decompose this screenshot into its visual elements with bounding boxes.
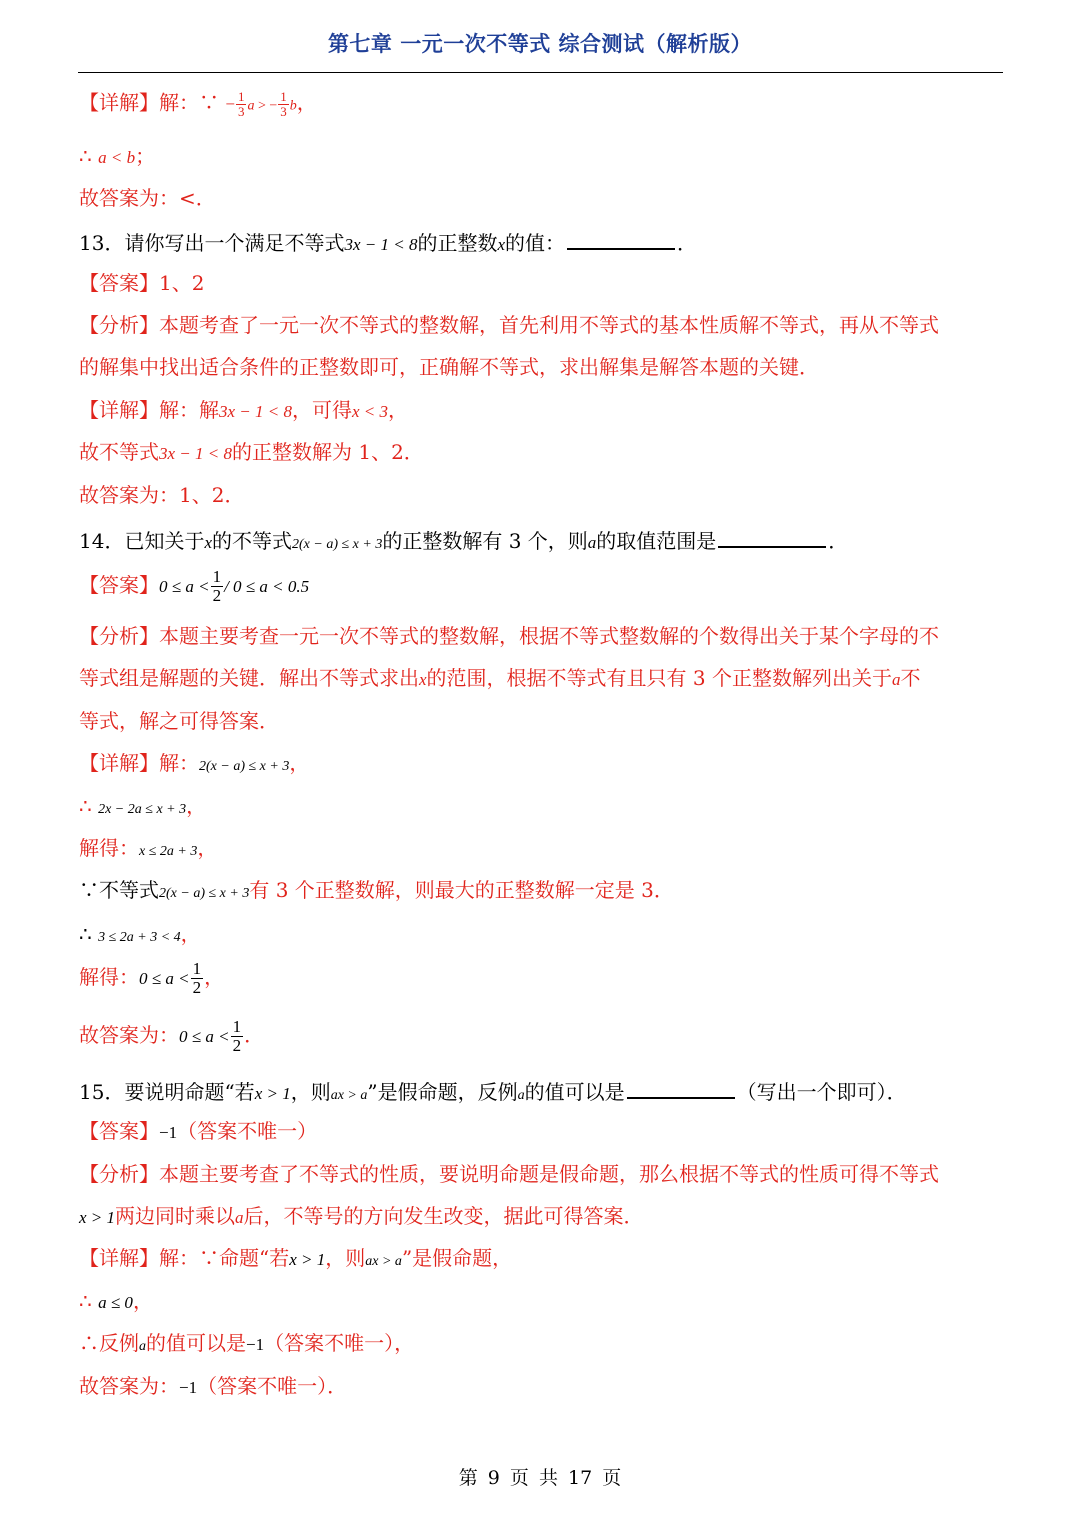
math-expression: ax > a	[330, 1088, 368, 1103]
q15-analysis-line-2	[79, 1206, 1009, 1226]
q13-question	[79, 230, 1009, 253]
math-expression: 3x − 1 < 8	[159, 444, 232, 463]
header-divider	[78, 72, 1003, 73]
answer-note: （答案不唯一）	[177, 1119, 318, 1143]
question-text: 的不等式	[212, 529, 292, 553]
answer-blank	[567, 230, 675, 250]
variable-b: b	[289, 98, 297, 114]
detail-label: 【详解】解：∵命题“若	[79, 1246, 290, 1270]
math-expression: a < b	[98, 148, 136, 167]
variable-a: a	[247, 98, 255, 114]
answer-label: 【答案】	[79, 1119, 159, 1143]
q14-step-3	[79, 880, 1009, 901]
math-expression: 3x − 1 < 8	[344, 235, 418, 254]
math-expression: 3 ≤ 2a + 3 < 4	[98, 930, 181, 945]
minus-sign: −	[225, 94, 235, 114]
q12-detail-line	[79, 90, 1009, 118]
analysis-text: 后，不等号的方向发生改变，据此可得答案．	[243, 1204, 644, 1228]
detail-text: 故不等式	[79, 440, 159, 464]
final-label: 故答案为：	[79, 1374, 179, 1398]
q12-final-answer: 故答案为：<．	[79, 186, 216, 210]
detail-text: 解得：	[79, 836, 139, 860]
detail-text: 解得：	[79, 964, 139, 989]
math-expression: 0 ≤ a <	[139, 968, 190, 988]
variable-a: a	[587, 533, 597, 552]
math-expression: 0 ≤ a <	[179, 1026, 230, 1046]
q14-detail-line	[79, 753, 1009, 774]
detail-label: 【详解】解：	[79, 751, 199, 775]
math-expression: x > 1	[254, 1084, 291, 1103]
answer-blank	[718, 528, 826, 548]
math-expression: 0 ≤ a <	[159, 576, 210, 596]
math-expression: −1	[246, 1335, 265, 1354]
variable-a: a	[517, 1088, 525, 1103]
detail-text: ∴反例	[79, 1331, 139, 1355]
q14-answer	[79, 568, 1009, 605]
question-text: ，则	[290, 1080, 331, 1104]
math-expression: 2x − 2a ≤ x + 3	[98, 802, 187, 817]
detail-text: 的值可以是	[146, 1331, 246, 1355]
fraction-one-third: $\frac{1}{3}$	[280, 89, 287, 119]
question-text: 15．要说明命题“若	[79, 1080, 255, 1104]
because-symbol: ∵	[199, 90, 219, 115]
variable-x: x	[497, 235, 505, 254]
math-expression: x < 3	[352, 402, 389, 421]
q14-final-answer	[79, 1018, 1009, 1055]
detail-text: 的正整数解为 1、2．	[232, 440, 424, 464]
question-text: ”是假命题，反例	[367, 1080, 518, 1104]
q15-question	[79, 1079, 1009, 1103]
detail-label: 【详解】解：	[79, 90, 199, 115]
question-text: 的值可以是	[524, 1080, 625, 1104]
q14-question	[79, 528, 1009, 552]
math-expression: ax > a	[365, 1254, 402, 1269]
fraction-one-half: $\frac{1}{2}$	[212, 567, 222, 605]
comma: ，	[296, 90, 317, 115]
math-expression: 2(x − a) ≤ x + 3	[199, 759, 290, 774]
q14-analysis-line-2	[79, 668, 1009, 688]
q14-step-1	[79, 796, 1009, 817]
q14-step-2	[79, 838, 1009, 859]
variable-x: x	[204, 533, 212, 552]
question-text: 的取值范围是	[596, 529, 717, 553]
math-expression: a ≤ 0	[98, 1293, 133, 1312]
detail-text: ∵不等式	[79, 878, 159, 902]
comma: ，	[204, 964, 225, 989]
comma: ，	[289, 751, 310, 775]
q14-analysis-line-1: 【分析】本题主要考查一元一次不等式的整数解，根据不等式整数解的个数得出关于某个字母的不	[79, 624, 939, 648]
answer-blank	[627, 1079, 735, 1099]
therefore-symbol: ∴	[79, 1289, 99, 1313]
q14-analysis-line-3: 等式，解之可得答案．	[79, 709, 279, 733]
page-number-footer: 第 9 页 共 17 页	[458, 1467, 622, 1489]
math-expression: 3x − 1 < 8	[219, 402, 292, 421]
analysis-text: 的范围，根据不等式有且只有 3 个正整数解列出关于	[426, 666, 892, 690]
detail-label: 【详解】解：解	[79, 398, 219, 422]
final-label: 故答案为：	[79, 1022, 179, 1047]
math-expression: x > 1	[79, 1208, 116, 1227]
q12-step-line	[79, 146, 1009, 166]
q15-analysis-line-1: 【分析】本题主要考查了不等式的性质，要说明命题是假命题，那么根据不等式的性质可得不等式	[79, 1162, 939, 1186]
fraction-one-half: $\frac{1}{2}$	[192, 959, 202, 997]
math-expression: −1	[159, 1123, 178, 1142]
semicolon: ；	[135, 144, 156, 168]
math-expression: x > 1	[289, 1250, 326, 1269]
q15-step-2	[79, 1333, 1009, 1354]
therefore-symbol: ∴	[79, 922, 99, 946]
variable-a: a	[892, 670, 901, 689]
q15-step-1	[79, 1291, 1009, 1311]
period: ．	[677, 231, 697, 255]
q15-answer	[79, 1121, 1009, 1141]
question-text: 的正整数	[417, 231, 498, 255]
q13-detail-line	[79, 400, 1009, 420]
fraction-one-third: $\frac{1}{3}$	[237, 89, 245, 119]
q15-final-answer	[79, 1376, 1009, 1396]
question-text: 14．已知关于	[79, 529, 205, 553]
variable-a: a	[235, 1208, 244, 1227]
q13-analysis-line-2: 的解集中找出适合条件的正整数即可，正确解不等式，求出解集是解答本题的关键．	[79, 355, 819, 379]
question-text: 的值：	[505, 231, 565, 255]
q13-final-answer: 故答案为：1、2．	[79, 483, 245, 507]
variable-a: a	[139, 1339, 146, 1354]
q15-detail-line	[79, 1248, 1009, 1269]
detail-text: （答案不唯一），	[264, 1331, 415, 1355]
period: ．	[828, 529, 849, 553]
comma: ，	[186, 794, 207, 818]
math-expression: −1	[179, 1378, 198, 1397]
variable-x: x	[419, 670, 427, 689]
comma: ，	[132, 1289, 153, 1313]
answer-label: 【答案】	[79, 572, 159, 597]
question-text: 13．请你写出一个满足不等式	[79, 231, 345, 255]
fraction-one-half: $\frac{1}{2}$	[232, 1017, 242, 1055]
detail-text: 有 3 个正整数解，则最大的正整数解一定是 3．	[249, 878, 674, 902]
comma: ，	[180, 922, 201, 946]
comma: ，	[388, 398, 409, 422]
therefore-symbol: ∴	[79, 794, 99, 818]
period: ．	[244, 1022, 265, 1047]
analysis-text: 两边同时乘以	[115, 1204, 236, 1228]
final-note: （答案不唯一）．	[197, 1374, 348, 1398]
gt-minus: > −	[254, 98, 278, 114]
therefore-symbol: ∴	[79, 144, 99, 168]
math-expression: / 0 ≤ a < 0.5	[224, 576, 310, 596]
q14-step-4	[79, 924, 1009, 945]
math-expression: 2(x − a) ≤ x + 3	[292, 537, 383, 552]
detail-text: ，则	[325, 1246, 366, 1270]
math-expression: 2(x − a) ≤ x + 3	[159, 886, 250, 901]
page-header-title: 第七章 一元一次不等式 综合测试（解析版）	[327, 32, 753, 56]
analysis-text: 等式组是解题的关键．解出不等式求出	[79, 666, 419, 690]
analysis-text: 不	[900, 666, 921, 690]
detail-text: ，可得	[292, 398, 352, 422]
math-expression: x ≤ 2a + 3	[139, 844, 198, 859]
detail-text: ”是假命题，	[401, 1246, 513, 1270]
q14-step-5	[79, 960, 1009, 997]
q13-conclusion-line	[79, 442, 1009, 462]
question-text: 的正整数解有 3 个，则	[382, 529, 588, 553]
q13-analysis-line-1: 【分析】本题考查了一元一次不等式的整数解，首先利用不等式的基本性质解不等式，再从不等式	[79, 313, 939, 337]
q13-answer: 【答案】1、2	[79, 271, 205, 295]
question-text: （写出一个即可）．	[736, 1080, 907, 1104]
comma: ，	[197, 836, 218, 860]
